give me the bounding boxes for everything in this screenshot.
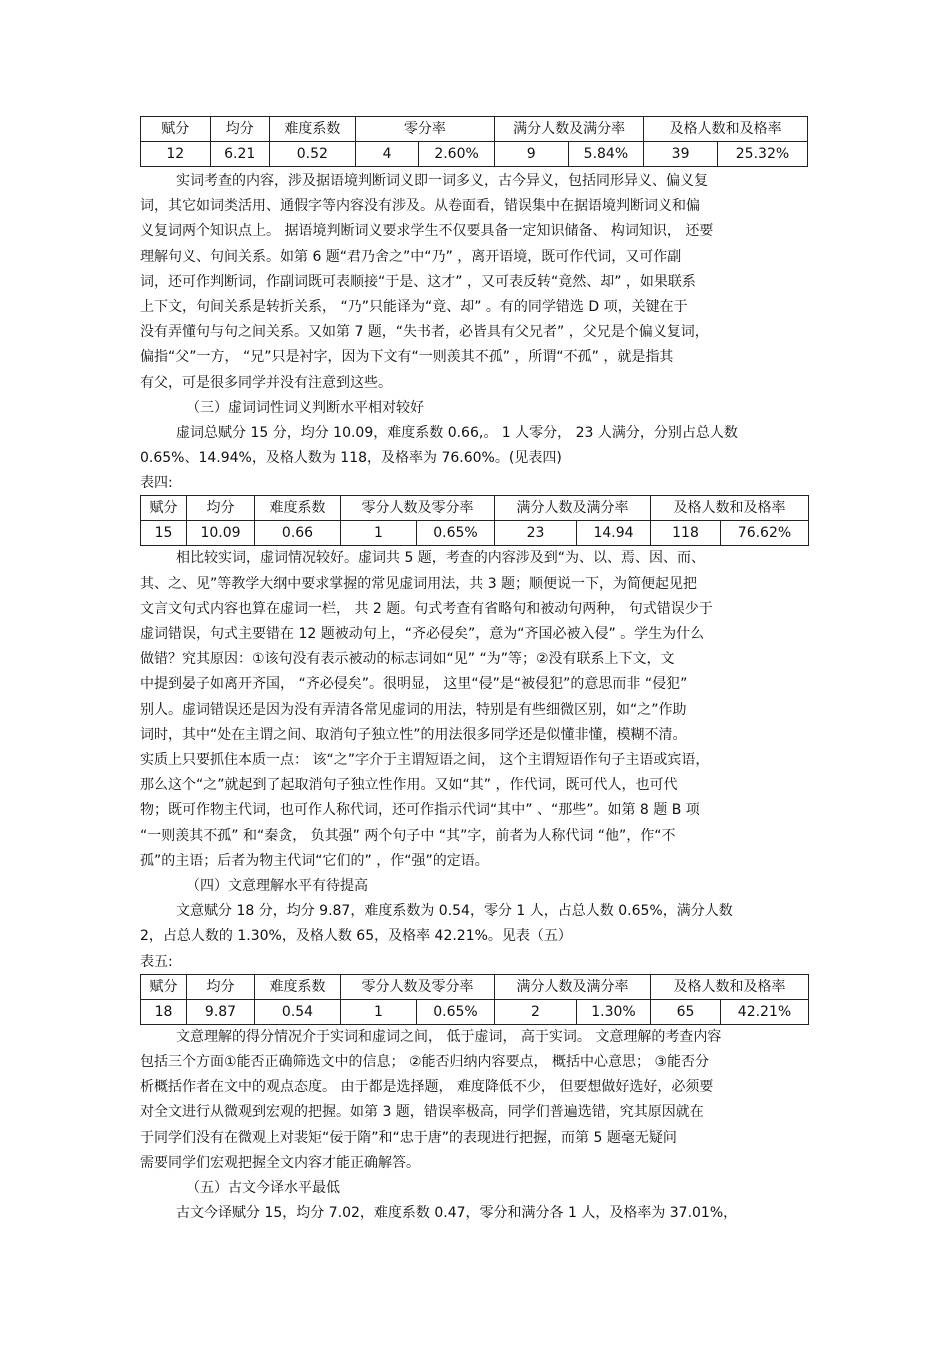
text-line: 做错？究其原因：①该句没有表示被动的标志词如“见” “为”等；②没有联系上下文，文: [140, 651, 675, 668]
text-line: 词时，其中“处在主谓之间、取消句子独立性”的用法很多同学还是似懂非懂，模糊不清。: [140, 726, 687, 743]
table-cell: 76.62%: [721, 521, 809, 546]
table-cell: 2: [495, 999, 577, 1024]
text-line: 实词考查的内容，涉及据语境判断词义即一词多义，古今异义，包括同形异义、偏义复: [176, 173, 708, 189]
text-line: 词，其它如词类活用、通假字等内容没有涉及。从卷面看，错误集中在据语境判断词义和偏: [140, 198, 700, 215]
text-line: 文意理解的得分情况介于实词和虚词之间， 低于虚词， 高于实词。 文意理解的考查内容: [176, 1028, 722, 1045]
text-line: 义复词两个知识点上。 据语境判断词义要求学生不仅要具备一定知识储备、 构词知识， 还要: [140, 223, 714, 240]
table-cell: 9.87: [187, 999, 255, 1024]
text-line: 有父，可是很多同学并没有注意到这些。: [140, 374, 392, 391]
table-cell: 0.65%: [417, 999, 495, 1024]
text-line: 0.65%、14.94%，及格人数为 118，及格率为 76.60%。(见表四): [140, 450, 562, 467]
text-line: 其、之、见”等教学大纲中要求掌握的常见虚词用法，共 3 题；顺便说一下，为简便起见把: [140, 575, 698, 592]
text-line: “一则羡其不孤” 和“秦贪， 负其强” 两个句子中 “其”字，前者为人称代词 “他”，作“不: [140, 827, 676, 844]
table-cell: 14.94: [577, 521, 651, 546]
paragraph-xuci: [140, 546, 808, 874]
table-cell: 0.66: [255, 521, 341, 546]
table-cell: 零分人数及零分率: [341, 496, 495, 521]
table-cell: 42.21%: [721, 999, 809, 1024]
table-cell: 2.60%: [419, 142, 495, 167]
score-table-shici: [140, 116, 808, 167]
text-line: 文言文句式内容也算在虚词一栏， 共 2 题。句式考查有省略句和被动句两种， 句式错误少于: [140, 600, 713, 617]
table-label: 表五:: [140, 953, 173, 970]
table-cell: 5.84%: [568, 142, 644, 167]
table-cell: 满分人数及满分率: [495, 496, 651, 521]
score-table-xuci: [140, 495, 809, 546]
table-cell: 赋分: [141, 496, 187, 521]
text-line: 析概括作者在文中的观点态度。 由于都是选择题， 难度降低不少， 但要想做好选好，必须要: [140, 1079, 714, 1096]
text-line: 文意赋分 18 分，均分 9.87，难度系数为 0.54，零分 1 人，占总人数 0.65%，满分人数: [176, 903, 733, 920]
table-cell: 0.54: [255, 999, 341, 1024]
table-cell: 4: [355, 142, 418, 167]
table-cell: 10.09: [187, 521, 255, 546]
table-row: [141, 999, 809, 1024]
score-table-wenyi: [140, 974, 809, 1025]
text-line: 理解句义、句间关系。如第 6 题“君乃舍之”中“乃” ，离开语境，既可作代词，又可作副: [140, 248, 682, 265]
table-cell: 难度系数: [255, 974, 341, 999]
table-cell: 0.52: [269, 142, 355, 167]
paragraph-shici: [140, 169, 808, 396]
table-header-row: [141, 117, 808, 142]
table-label: 表四:: [140, 475, 173, 492]
table-cell: 及格人数和及格率: [651, 974, 809, 999]
table-cell: 1: [341, 521, 417, 546]
text-line: 虚词错误，句式主要错在 12 题被动句上，“齐必侵矣”，意为“齐国必被入侵” 。学生为什么: [140, 626, 705, 643]
table-header-row: [141, 974, 809, 999]
text-line: 物；既可作物主代词，也可作人称代词，还可作指示代词“其中” 、“那些”。如第 8 题 B 项: [140, 802, 700, 819]
table-cell: 赋分: [141, 974, 187, 999]
table-row: [141, 521, 809, 546]
text-line: 2，占总人数的 1.30%，及格人数 65，及格率 42.21%。见表（五）: [140, 928, 572, 945]
text-line: 孤”的主语；后者为物主代词“它们的” ，作“强”的定语。: [140, 852, 489, 869]
table-cell: 25.32%: [717, 142, 807, 167]
table-cell: 9: [494, 142, 568, 167]
text-line: 包括三个方面①能否正确筛选文中的信息； ②能否归纳内容要点， 概括中心意思； ③能否分: [140, 1053, 710, 1070]
table-cell: 及格人数和及格率: [651, 496, 809, 521]
table-cell: 赋分: [141, 117, 211, 142]
table-row: [141, 142, 808, 167]
table-cell: 均分: [187, 496, 255, 521]
table-cell: 15: [141, 521, 187, 546]
table-cell: 65: [651, 999, 721, 1024]
section-heading-wenyi: （四）文意理解水平有待提高: [186, 878, 368, 895]
text-line: 虚词总赋分 15 分，均分 10.09，难度系数 0.66,。 1 人零分， 23 人满分，分别占总人数: [176, 425, 738, 442]
text-line: 对全文进行从微观到宏观的把握。如第 3 题，错误率极高，同学们普遍选错，究其原因就在: [140, 1104, 704, 1121]
table-cell: 难度系数: [269, 117, 355, 142]
table-cell: 0.65%: [417, 521, 495, 546]
table-cell: 1: [341, 999, 417, 1024]
text-line: 偏指“父”一方， “兄”只是衬字，因为下文有“一则羡其不孤” ，所谓“不孤” ，就是指其: [140, 349, 674, 366]
table-cell: 满分人数及满分率: [494, 117, 643, 142]
text-line: 中提到晏子如离开齐国， “齐必侵矣”。很明显， 这里“侵”是“被侵犯”的意思而非 “侵犯”: [140, 676, 688, 693]
table-cell: 及格人数和及格率: [644, 117, 808, 142]
table-cell: 23: [495, 521, 577, 546]
text-line: 于同学们没有在微观上对裴矩“佞于隋”和“忠于唐”的表现进行把握，而第 5 题毫无疑问: [140, 1129, 677, 1146]
table-cell: 6.21: [210, 142, 269, 167]
text-line: 实质上只要抓住本质一点： 该“之”字介于主谓短语之间， 这个主谓短语作句子主语或宾语，: [140, 752, 710, 769]
table-cell: 难度系数: [255, 496, 341, 521]
table-header-row: [141, 496, 809, 521]
table-cell: 1.30%: [577, 999, 651, 1024]
table-cell: 18: [141, 999, 187, 1024]
text-line: 相比较实词，虚词情况较好。虚词共 5 题，考查的内容涉及到“为、以、焉、因、而、: [176, 550, 706, 567]
section-heading-xuci: （三）虚词词性词义判断水平相对较好: [186, 399, 424, 416]
table-cell: 零分人数及零分率: [341, 974, 495, 999]
text-line: 那么这个“之”就起到了起取消句子独立性作用。又如“其” ，作代词，既可代人，也可代: [140, 777, 678, 794]
section-heading-gujin: （五）古文今译水平最低: [186, 1179, 340, 1196]
table-cell: 零分率: [355, 117, 494, 142]
table-cell: 39: [644, 142, 718, 167]
paragraph-wenyi: [140, 1025, 808, 1176]
table-cell: 12: [141, 142, 211, 167]
text-line: 需要同学们宏观把握全文内容才能正确解答。: [140, 1154, 420, 1171]
table-cell: 满分人数及满分率: [495, 974, 651, 999]
text-line: 古文今译赋分 15，均分 7.02，难度系数 0.47，零分和满分各 1 人，及格率为 37.01%，: [176, 1205, 738, 1222]
text-line: 没有弄懂句与句之间关系。又如第 7 题，“失书者，必皆具有父兄者” ，父兄是个偏义复词，: [140, 324, 709, 341]
text-line: 词，还可作判断词，作副词既可表顺接“于是、这才” ，又可表反转“竟然、却” ，如果联系: [140, 273, 696, 290]
table-cell: 118: [651, 521, 721, 546]
table-cell: 均分: [187, 974, 255, 999]
document-page: [140, 116, 808, 1226]
text-line: 别人。虚词错误还是因为没有弄清各常见虚词的用法，特别是有些细微区别，如“之”作助: [140, 701, 687, 718]
table-cell: 均分: [210, 117, 269, 142]
text-line: 上下文，句间关系是转折关系， “乃”只能译为“竟、却” 。有的同学错选 D 项，关键在于: [140, 299, 688, 316]
